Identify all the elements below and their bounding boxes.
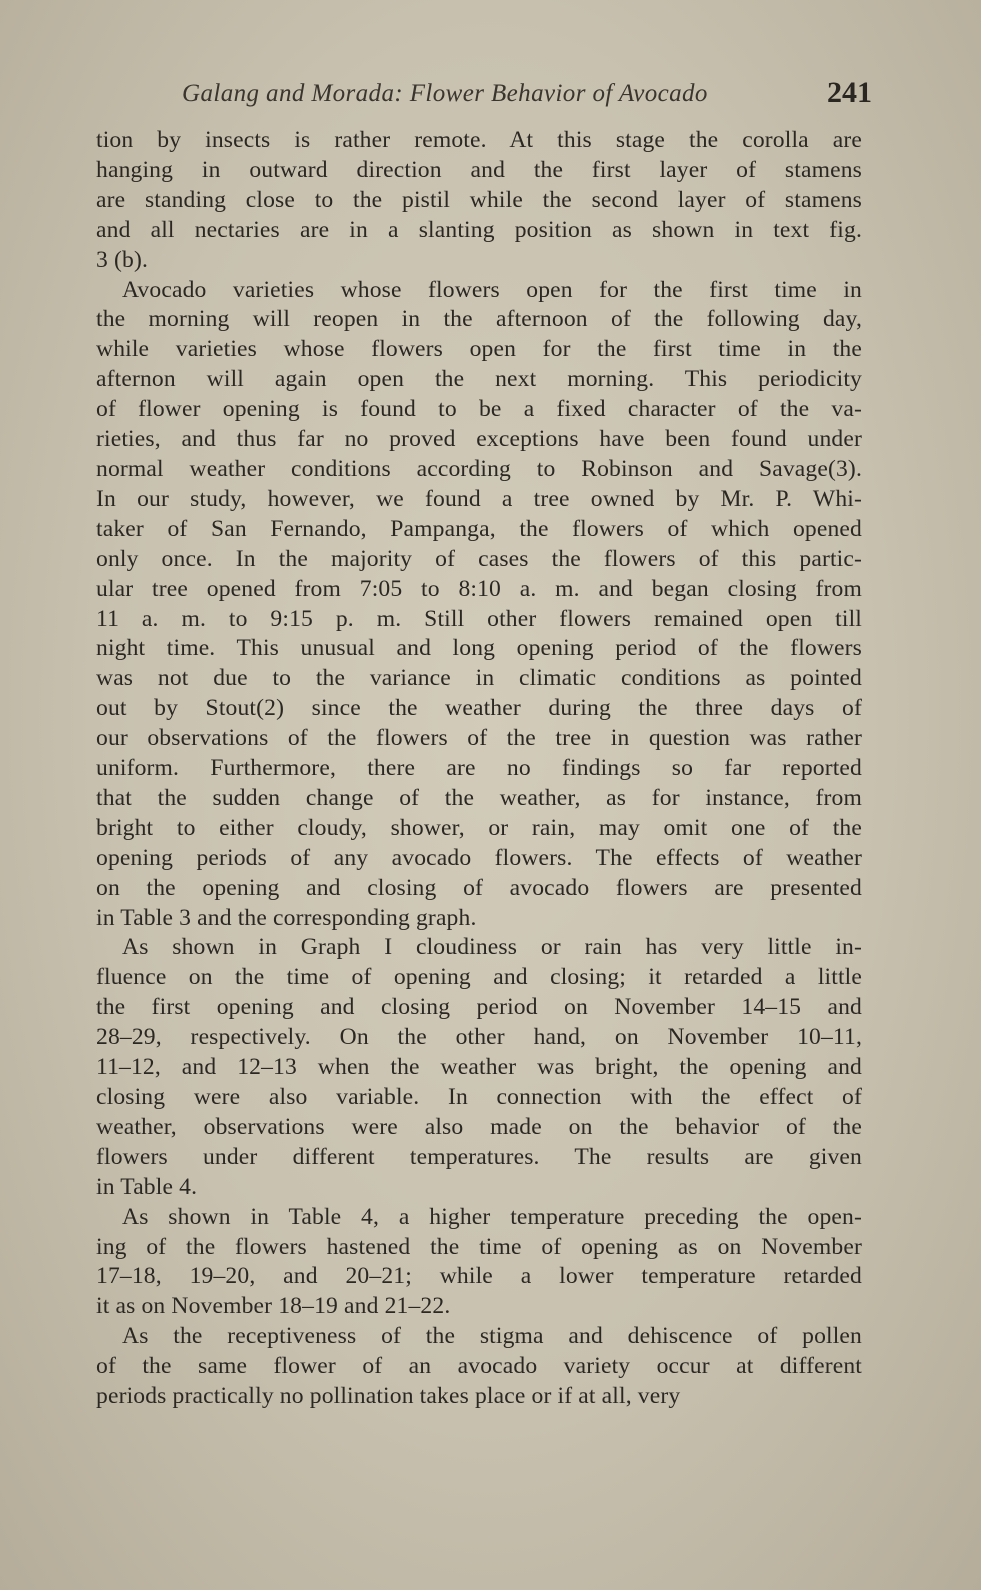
text-line: was not due to the variance in climatic conditions as pointed xyxy=(96,665,862,692)
text-line: only once. In the majority of cases the flowers of this partic- xyxy=(96,545,862,572)
text-line: while varieties whose flowers open for the first time in the xyxy=(96,336,862,363)
text-line: taker of San Fernando, Pampanga, the flowers of which opened xyxy=(96,515,862,542)
text-line: As the receptiveness of the stigma and dehiscence of pollen xyxy=(122,1323,862,1350)
text-line: in Table 4. xyxy=(96,1173,198,1200)
text-line: in Table 3 and the corresponding graph. xyxy=(96,904,477,931)
text-line: ular tree opened from 7:05 to 8:10 a. m. and began closing from xyxy=(96,575,862,602)
text-line: it as on November 18–19 and 21–22. xyxy=(96,1293,451,1320)
page-header xyxy=(82,72,872,116)
paragraph xyxy=(96,1322,862,1412)
text-line: rieties, and thus far no proved exceptions have been found under xyxy=(96,426,862,453)
text-line: opening periods of any avocado flowers. The effects of weather xyxy=(96,844,862,871)
text-line: night time. This unusual and long opening period of the flowers xyxy=(96,635,862,662)
text-line: out by Stout(2) since the weather during the three days of xyxy=(96,695,862,722)
paragraph xyxy=(96,276,862,934)
text-line: of the same flower of an avocado variety occur at different xyxy=(96,1353,862,1380)
text-line: fluence on the time of opening and closing; it retarded a little xyxy=(96,964,862,991)
text-line: and all nectaries are in a slanting position as shown in text fig. xyxy=(96,216,862,243)
paragraph xyxy=(96,1203,862,1323)
book-page xyxy=(82,72,872,1552)
text-line: are standing close to the pistil while the second layer of stamens xyxy=(96,186,862,213)
text-line: bright to either cloudy, shower, or rain, may omit one of the xyxy=(96,814,862,841)
text-line: 3 (b). xyxy=(96,246,149,273)
text-line: In our study, however, we found a tree owned by Mr. P. Whi- xyxy=(96,485,862,512)
running-head: Galang and Morada: Flower Behavior of Avocado xyxy=(182,80,708,107)
text-line: of flower opening is found to be a fixed character of the va- xyxy=(96,396,862,423)
text-line: tion by insects is rather remote. At this stage the corolla are xyxy=(96,127,862,153)
text-line: closing were also variable. In connection with the effect of xyxy=(96,1084,862,1110)
text-line: our observations of the flowers of the tree in question was rather xyxy=(96,725,862,752)
text-line: on the opening and closing of avocado flowers are presented xyxy=(96,874,862,901)
text-line: hanging in outward direction and the first layer of stamens xyxy=(96,156,862,183)
text-line: weather, observations were also made on the behavior of the xyxy=(96,1113,862,1140)
body-text xyxy=(82,126,872,1412)
text-line: ing of the flowers hastened the time of opening as on November xyxy=(96,1233,862,1260)
text-line: that the sudden change of the weather, as for instance, from xyxy=(96,784,862,811)
text-line: As shown in Table 4, a higher temperature preceding the open- xyxy=(122,1203,862,1230)
text-line: 11–12, and 12–13 when the weather was bright, the opening and xyxy=(96,1054,862,1081)
text-line: afternon will again open the next morning. This periodicity xyxy=(96,366,862,393)
page-number: 241 xyxy=(827,76,872,109)
paragraph xyxy=(96,933,862,1202)
text-line: periods practically no pollination takes place or if at all, very xyxy=(96,1383,681,1410)
text-line: uniform. Furthermore, there are no findings so far reported xyxy=(96,755,862,782)
text-line: the morning will reopen in the afternoon of the following day, xyxy=(96,306,862,333)
paragraph xyxy=(96,126,862,276)
text-line: the first opening and closing period on November 14–15 and xyxy=(96,994,862,1021)
text-line: flowers under different temperatures. The results are given xyxy=(96,1143,862,1170)
text-line: 11 a. m. to 9:15 p. m. Still other flowers remained open till xyxy=(96,605,862,632)
text-line: normal weather conditions according to Robinson and Savage(3). xyxy=(96,455,862,482)
text-line: 17–18, 19–20, and 20–21; while a lower temperature retarded xyxy=(96,1263,862,1290)
text-line: 28–29, respectively. On the other hand, on November 10–11, xyxy=(96,1024,862,1051)
text-line: Avocado varieties whose flowers open for the first time in xyxy=(122,276,862,303)
text-line: As shown in Graph I cloudiness or rain has very little in- xyxy=(122,934,862,961)
